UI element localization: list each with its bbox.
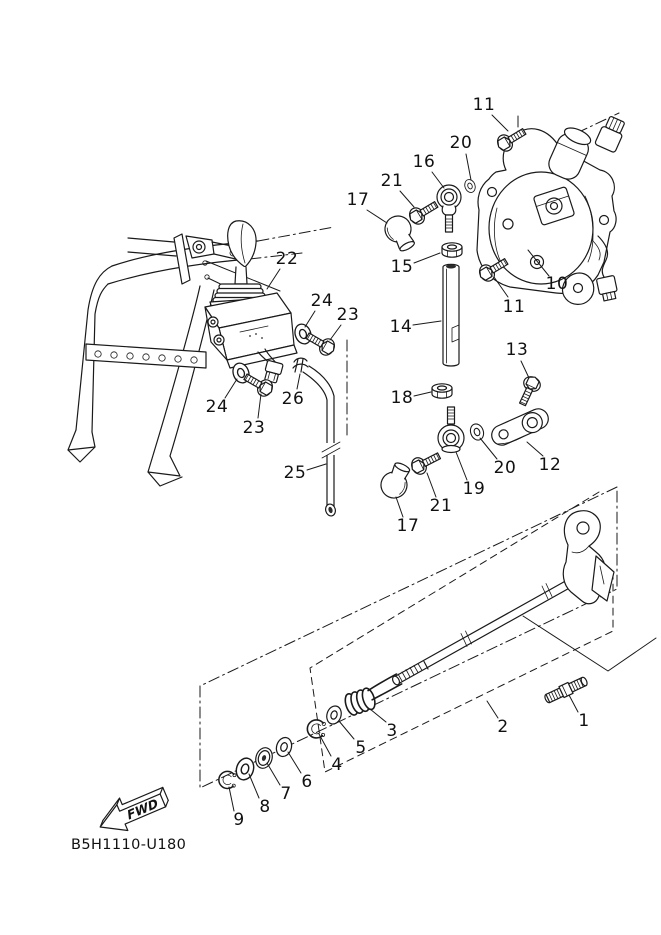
leader-line-17 xyxy=(367,210,387,223)
washer-6 xyxy=(274,736,294,759)
callout-21: 21 xyxy=(380,171,404,191)
callout-2: 2 xyxy=(497,717,509,737)
leader-line-12 xyxy=(527,442,543,456)
shift-arm-lever-12 xyxy=(489,406,552,450)
callout-1: 1 xyxy=(578,711,590,731)
callout-15: 15 xyxy=(390,257,414,277)
callout-10: 10 xyxy=(545,274,569,294)
bolt-21-upper xyxy=(406,197,440,227)
leader-line-4 xyxy=(319,734,331,756)
leader-line-15 xyxy=(414,253,440,263)
leader-line-13 xyxy=(521,361,529,378)
leader-line-6 xyxy=(288,752,301,773)
leader-line-1 xyxy=(569,695,578,712)
leader-line-23 xyxy=(258,394,261,418)
leader-line-21 xyxy=(427,473,436,497)
wire-clamp xyxy=(293,358,308,372)
oil-seal-7 xyxy=(253,746,275,771)
leader-line-11 xyxy=(492,115,508,131)
leader-line-20 xyxy=(466,154,471,180)
leader-line-19 xyxy=(456,452,467,480)
ball-joint-19 xyxy=(438,407,464,453)
leader-line-2 xyxy=(487,701,498,718)
callout-22: 22 xyxy=(275,249,299,269)
callout-17: 17 xyxy=(396,516,420,536)
leader-line-8 xyxy=(249,774,259,798)
callout-6: 6 xyxy=(301,772,313,792)
callout-26: 26 xyxy=(281,389,305,409)
nut-15 xyxy=(442,243,462,257)
callout-9: 9 xyxy=(233,810,245,830)
washer-20-lower xyxy=(468,422,486,442)
leader-line-23 xyxy=(330,325,341,340)
callout-17: 17 xyxy=(346,190,370,210)
leader-line-21 xyxy=(400,191,414,207)
ball-joint-16 xyxy=(437,185,461,232)
leader-line-24 xyxy=(305,311,315,327)
callout-8: 8 xyxy=(259,797,271,817)
leader-line-22 xyxy=(267,269,280,289)
leader-line-24 xyxy=(225,379,237,398)
callout-11: 11 xyxy=(502,297,526,317)
callout-12: 12 xyxy=(538,455,562,475)
breather-tube xyxy=(303,366,342,517)
callout-19: 19 xyxy=(462,479,486,499)
bolt1-position-line xyxy=(523,616,656,671)
callout-3: 3 xyxy=(386,721,398,741)
callout-16: 16 xyxy=(412,152,436,172)
fwd-direction-arrow xyxy=(93,781,173,840)
bolt-21-lower xyxy=(408,448,442,477)
leader-line-3 xyxy=(370,709,386,722)
callout-23: 23 xyxy=(242,418,266,438)
nut-18 xyxy=(432,384,452,398)
shaft-bolt xyxy=(543,675,589,705)
leader-line-16 xyxy=(432,172,444,188)
callout-11: 11 xyxy=(472,95,496,115)
callout-20: 20 xyxy=(493,458,517,478)
leader-line-26 xyxy=(297,374,300,389)
callout-13: 13 xyxy=(505,340,529,360)
callout-4: 4 xyxy=(331,755,343,775)
callout-24: 24 xyxy=(205,397,229,417)
diagram-code: B5H1110-U180 xyxy=(71,837,187,853)
leader-line-14 xyxy=(413,321,441,325)
joint-cover-lower xyxy=(377,459,416,502)
callout-25: 25 xyxy=(283,463,307,483)
callout-7: 7 xyxy=(280,784,292,804)
callout-14: 14 xyxy=(389,317,413,337)
fwd-label: FWD xyxy=(125,795,160,823)
washer-20-upper xyxy=(463,178,477,194)
leader-line-5 xyxy=(339,721,354,739)
callout-24: 24 xyxy=(310,291,334,311)
bolt-13 xyxy=(515,374,543,408)
leader-line-25 xyxy=(307,464,326,470)
leader-line-17 xyxy=(396,497,403,517)
callout-21: 21 xyxy=(429,496,453,516)
callout-23: 23 xyxy=(336,305,360,325)
callout-18: 18 xyxy=(390,388,414,408)
leader-line-7 xyxy=(267,763,280,785)
shift-rod-14 xyxy=(443,264,459,366)
callout-20: 20 xyxy=(449,133,473,153)
leader-line-18 xyxy=(414,392,431,396)
circlip-9 xyxy=(217,770,237,790)
leader-line-9 xyxy=(229,787,234,811)
washer-8 xyxy=(234,756,257,782)
callout-5: 5 xyxy=(355,738,367,758)
